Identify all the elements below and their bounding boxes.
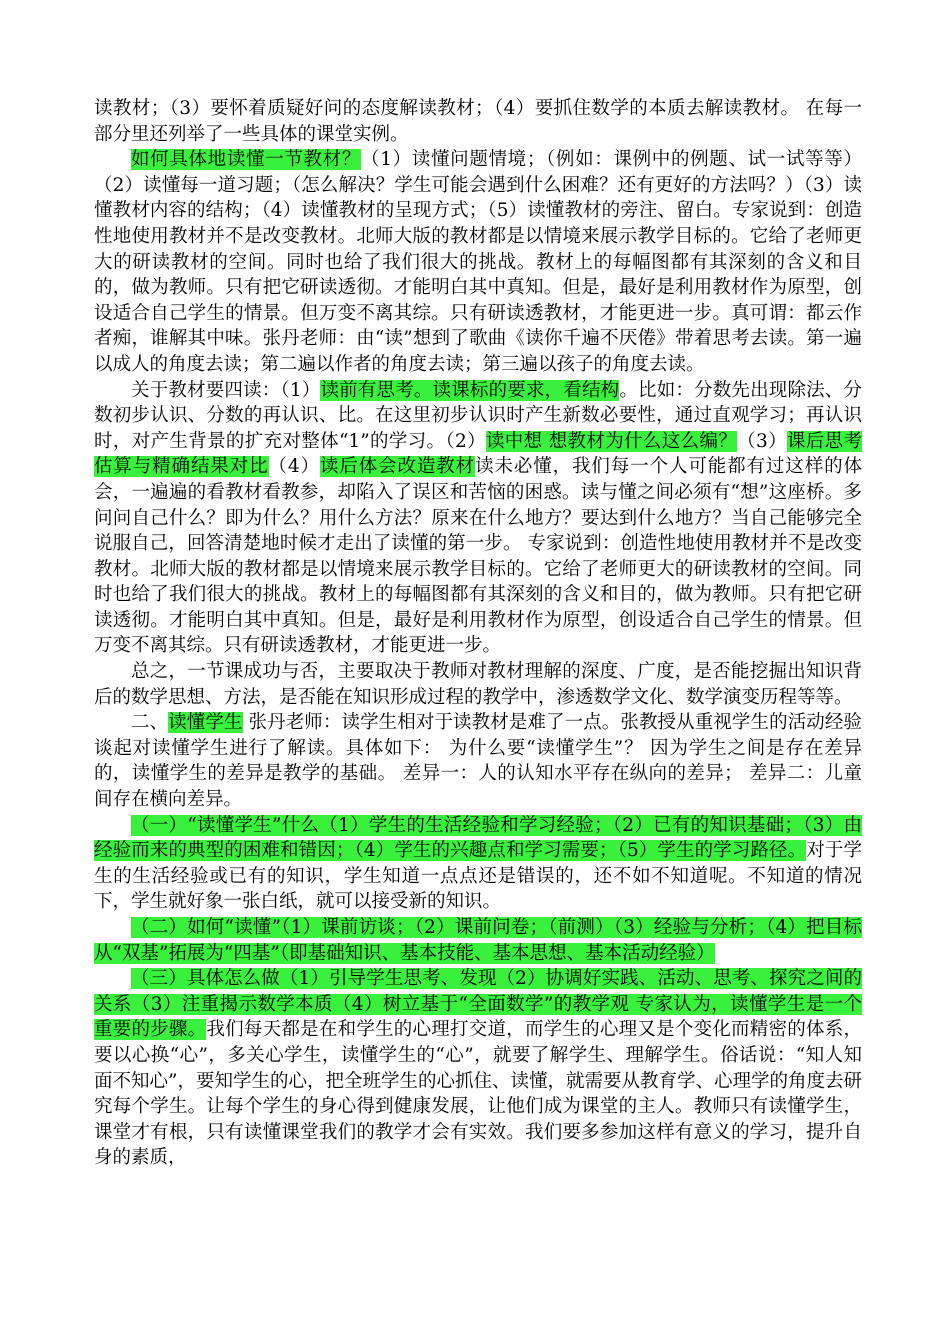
body-text: 张丹老师：读学生相对于读教材是难了一点。张教授从重视学生的活动经验谈起对读懂学生进行了解读。具体如下： 为什么要“读懂学生”？ 因为学生之间是存在差异的，读懂学生的差异是教学的基础。 差异一：人的认知水平存在纵向的差异； 差异二：儿童间存在横向差异。 — [94, 712, 862, 811]
body-text: 关于教材要四读：（1） — [131, 379, 321, 401]
paragraph — [94, 966, 862, 1171]
paragraph — [94, 96, 862, 147]
highlighted-text: （二）如何“读懂”（1）课前访谈；（2）课前问卷；（前测）（3）经验与分析；（4）把目标从“双基”拓展为“四基”（即基础知识、基本技能、基本思想、基本活动经验） — [94, 917, 862, 964]
paragraph — [94, 378, 862, 660]
body-text: 我们每天都是在和学生的心理打交道，而学生的心理又是个变化而精密的体系，要以心换“心”，多关心学生，读懂学生的“心”，就要了解学生、理解学生。俗话说：“知人知面不知心”，要知学生的心，把全班学生的心抓住、读懂，就需要从教育学、心理学的角度去研究每个学生。让每个学生的身心得到健康发展，让他们成为课堂的主人。教师只有读懂学生，课堂才有根，只有读懂课堂我们的教学才会有实效。我们要多参加这样有意义的学习，提升自身的素质， — [94, 1019, 862, 1169]
highlighted-text: 读前有思考。读课标的要求，看结构 — [320, 379, 620, 401]
highlighted-text: （三）具体怎么做（1）引导学生思考、发现（2）协调好实践、活动、思考、探究之间的关系（3）注重揭示数学本质（4）树立基于“全面数学”的教学观 专家认为，读懂学生是一个重要的步骤。 — [94, 968, 862, 1041]
body-text: 二、 — [131, 712, 169, 734]
body-text: 。比如：分数先出现除法、分数初步认识、分数的再认识、比。在这里初步认识时产生新数必要性，通过直观学习；再认识时，对产生背景的扩充对整体“1”的学习。（2） — [94, 379, 862, 452]
body-text: 总之，一节课成功与否，主要取决于教师对教材理解的深度、广度，是否能挖掘出知识背后的数学思想、方法，是否能在知识形成过程的教学中，渗透数学文化、数学演变历程等等。 — [94, 661, 862, 708]
highlighted-text: 读后体会改造教材 — [319, 456, 476, 478]
highlighted-text: 读中想 想教材为什么这么编？ — [485, 430, 738, 452]
body-text: （1）读懂问题情境；（例如：课例中的例题、试一试等等）（2）读懂每一道习题；（怎么解决？学生可能会遇到什么困难？还有更好的方法吗？）（3）读懂教材内容的结构；（4）读懂教材的呈现方式；（5）读懂教材的旁注、留白。专家说到：创造性地使用教材并不是改变教材。北师大版的教材都是以情境来展示教学目标的。它给了老师更大的研读教材的空间。同时也给了我们很大的挑战。教材上的每幅图都有其深刻的含义和目的，做为教师。只有把它研读透彻。才能明白其中真知。但是，最好是利用教材作为原型，创设适合自己学生的情景。但万变不离其综。只有研读透教材，才能更进一步。真可谓：都云作者痴，谁解其中味。张丹老师：由“读”想到了歌曲《读你千遍不厌倦》带着思考去读。第一遍以成人的角度去读；第二遍以作者的角度去读；第三遍以孩子的角度去读。 — [94, 149, 862, 375]
document-page — [94, 96, 862, 1171]
paragraph — [94, 710, 862, 812]
highlighted-text: （一）“读懂学生”什么（1）学生的生活经验和学习经验；（2）已有的知识基础；（3）由经验而来的典型的困难和错因；（4）学生的兴趣点和学习需要；（5）学生的学习路径。 — [94, 814, 862, 862]
paragraph — [94, 147, 862, 377]
paragraph — [94, 915, 862, 966]
paragraph — [94, 813, 862, 915]
body-text: 对于学生的生活经验或已有的知识，学生知道一点点还是错误的，还不如不知道呢。不知道的情况下，学生就好象一张白纸，就可以接受新的知识。 — [94, 840, 862, 913]
body-text: 读教材；（3）要怀着质疑好问的态度解读教材；（4）要抓住数学的本质去解读教材。 在每一部分里还列举了一些具体的课堂实例。 — [94, 98, 862, 145]
body-text: （3） — [737, 430, 787, 452]
highlighted-text: 如何具体地读懂一节教材？ — [131, 149, 362, 171]
body-text: （4） — [268, 456, 320, 478]
highlighted-text: 课后思考 估算与精确结果对比 — [94, 430, 862, 478]
body-text: 读未必懂，我们每一个人可能都有过这样的体会，一遍遍的看教材看教参，却陷入了误区和苦恼的困惑。读与懂之间必须有“想”这座桥。多问问自己什么？即为什么？用什么方法？原来在什么地方？要达到什么地方？当自己能够完全说服自己，回答清楚地时候才走出了读懂的第一步。 专家说到：创造性地使用教材并不是改变教材。北师大版的教材都是以情境来展示教学目标的。它给了老师更大的研读教材的空间。同时也给了我们很大的挑战。教材上的每幅图都有其深刻的含义和目的，做为教师。只有把它研读透彻。才能明白其中真知。但是，最好是利用教材作为原型，创设适合自己学生的情景。但万变不离其综。只有研读透教材，才能更进一步。 — [94, 456, 862, 657]
highlighted-text: 读懂学生 — [168, 712, 243, 734]
paragraph — [94, 659, 862, 710]
